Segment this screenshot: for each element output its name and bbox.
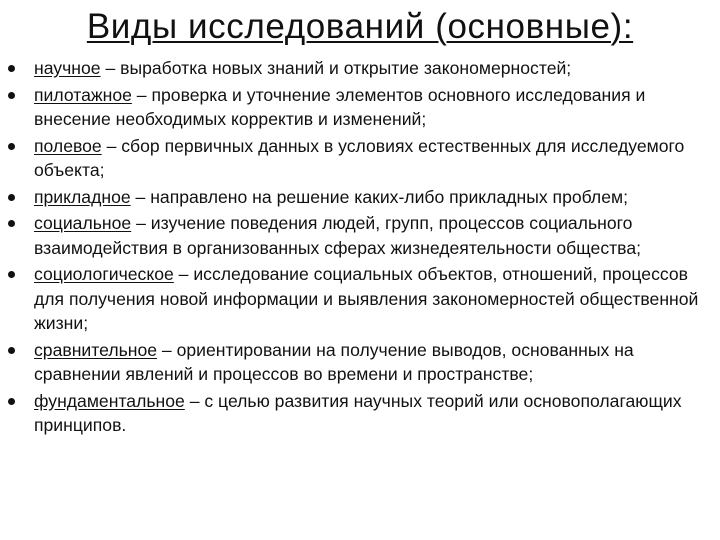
item-text: – направлено на решение каких-либо прикладных проблем; bbox=[130, 186, 628, 207]
item-text: – сбор первичных данных в условиях естественных для исследуемого объекта; bbox=[34, 135, 685, 180]
item-text: – изучение поведения людей, групп, процессов социального взаимодействия в организованных сферах жизнедеятельности общества; bbox=[34, 213, 641, 258]
item-text: – проверка и уточнение элементов основного исследования и внесение необходимых корректив и изменений; bbox=[34, 84, 646, 129]
list-item bbox=[8, 262, 712, 336]
item-text: – выработка новых знаний и открытие закономерностей; bbox=[100, 58, 572, 78]
bullet-icon bbox=[8, 194, 15, 201]
list-item bbox=[8, 185, 712, 210]
item-text: – ориентировании на получение выводов, основанных на сравнении явлений и процессов во времени и пространстве; bbox=[34, 339, 634, 384]
list-item bbox=[8, 211, 712, 260]
bullet-icon bbox=[8, 347, 15, 354]
list-item bbox=[8, 134, 712, 183]
item-term: социальное bbox=[34, 213, 132, 233]
list-item bbox=[8, 83, 712, 132]
bullet-icon bbox=[8, 143, 15, 150]
item-term: прикладное bbox=[34, 186, 131, 207]
item-term: полевое bbox=[34, 135, 102, 156]
bullet-icon bbox=[8, 398, 15, 405]
item-term: сравнительное bbox=[34, 339, 158, 360]
list-item bbox=[8, 338, 712, 387]
item-text: – с целью развития научных теорий или основополагающих принципов. bbox=[34, 390, 682, 435]
bullet-icon bbox=[8, 271, 15, 278]
item-term: научное bbox=[34, 58, 101, 78]
bullet-list bbox=[8, 56, 712, 440]
bullet-icon bbox=[8, 92, 15, 99]
item-term: фундаментальное bbox=[34, 390, 185, 411]
bullet-icon bbox=[8, 65, 15, 72]
item-term: пилотажное bbox=[34, 84, 132, 105]
bullet-icon bbox=[8, 220, 15, 227]
list-item bbox=[8, 389, 712, 438]
item-term: социологическое bbox=[34, 264, 174, 284]
slide-title: Виды исследований (основные): bbox=[86, 7, 634, 46]
list-item bbox=[8, 56, 712, 81]
item-text: – исследование социальных объектов, отношений, процессов для получения новой информации и выявления закономерностей общественной жизни; bbox=[34, 264, 699, 333]
